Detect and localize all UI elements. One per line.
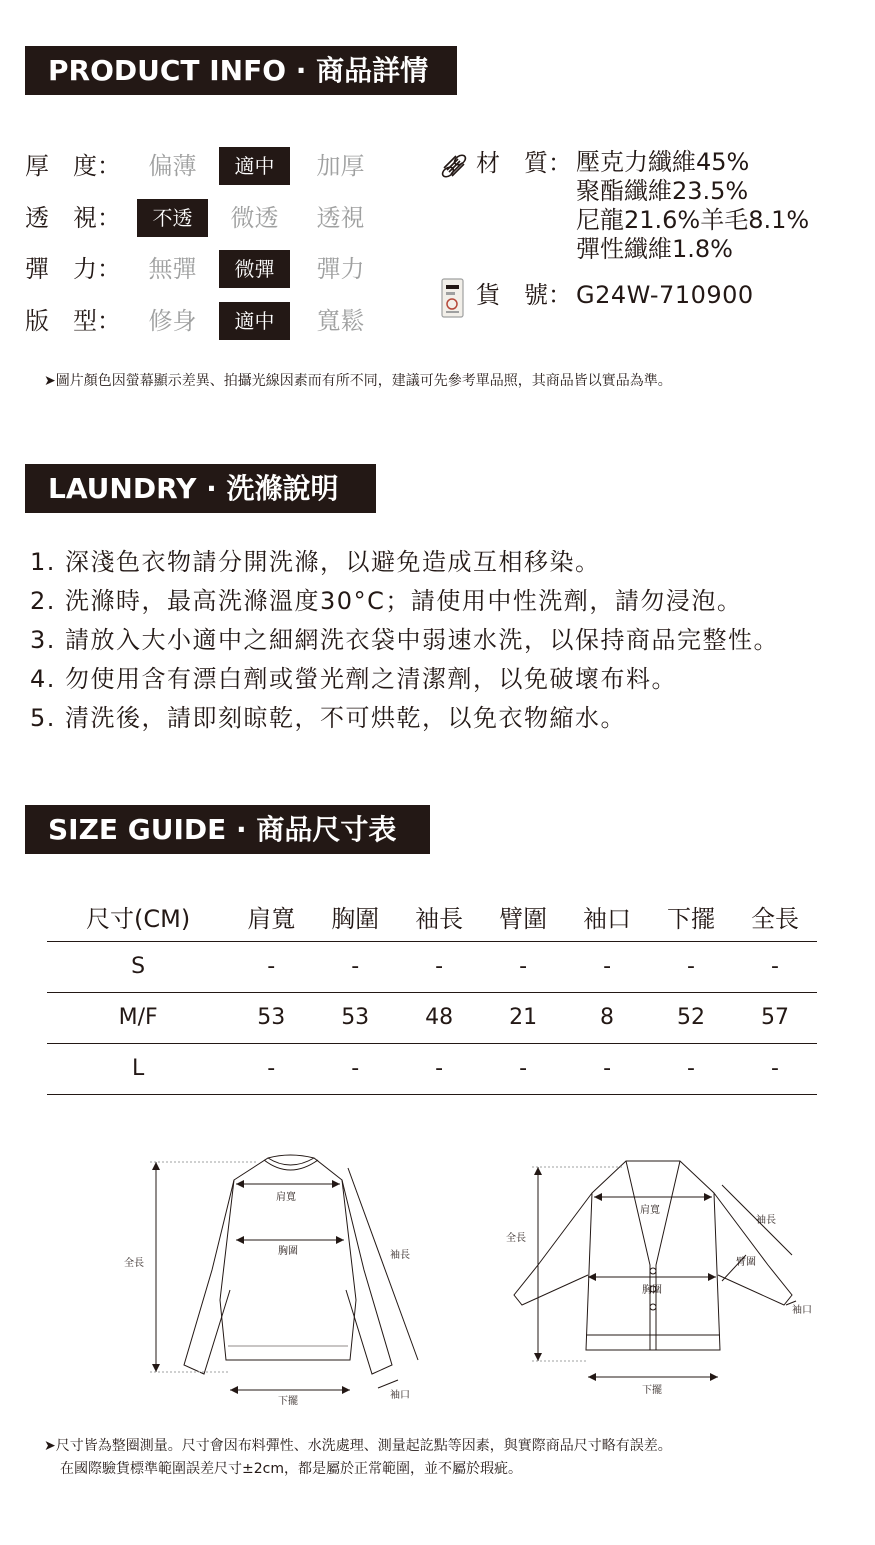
table-row [47, 1043, 817, 1094]
table-cell: - [649, 1043, 733, 1094]
table-cell: - [565, 1043, 649, 1094]
label-chest: 胸圍 [642, 1285, 662, 1296]
sku-value: G24W-710900 [576, 281, 754, 309]
table-cell: M/F [47, 992, 229, 1043]
material-line: 壓克力纖維45% [576, 148, 750, 176]
table-cell: 53 [229, 992, 313, 1043]
table-cell: - [481, 1043, 565, 1094]
label-shoulder: 肩寬 [640, 1205, 660, 1216]
laundry-header: LAUNDRY · 洗滌說明 [25, 464, 376, 513]
attr-option: 透視 [316, 204, 365, 232]
table-cell: - [313, 1043, 397, 1094]
attr-label: 透 視： [25, 204, 121, 232]
label-cuff: 袖口 [792, 1305, 812, 1316]
label-chest: 胸圍 [278, 1246, 298, 1257]
product-info-header: PRODUCT INFO · 商品詳情 [25, 46, 457, 95]
attr-option: 無彈 [148, 255, 197, 283]
laundry-item: 3. 請放入大小適中之細網洗衣袋中弱速水洗，以保持商品完整性。 [30, 626, 780, 654]
laundry-list [30, 543, 779, 738]
table-cell: L [47, 1043, 229, 1094]
table-cell: - [229, 941, 313, 992]
table-cell: - [229, 1043, 313, 1094]
label-hem: 下擺 [278, 1396, 298, 1407]
table-cell: - [397, 1043, 481, 1094]
table-cell: - [313, 941, 397, 992]
material-line: 聚酯纖維23.5% [576, 177, 749, 205]
col-header-cuff: 袖口 [565, 893, 649, 941]
sweater-measurement-diagram [118, 1150, 438, 1410]
attr-option: 偏薄 [148, 152, 197, 180]
table-cell: 57 [733, 992, 817, 1043]
laundry-item: 4. 勿使用含有漂白劑或螢光劑之清潔劑，以免破壞布料。 [30, 665, 678, 693]
table-cell: 53 [313, 992, 397, 1043]
attr-option: 加厚 [316, 152, 365, 180]
label-length: 全長 [124, 1258, 144, 1269]
label-shoulder: 肩寬 [276, 1192, 296, 1203]
material-line: 彈性纖維1.8% [576, 235, 733, 263]
price-tag-icon [440, 277, 465, 319]
yarn-spool-icon [438, 150, 470, 182]
table-cell: 48 [397, 992, 481, 1043]
label-hem: 下擺 [642, 1385, 662, 1396]
table-cell: - [397, 941, 481, 992]
material-label: 材 質： [476, 149, 572, 177]
laundry-item: 2. 洗滌時，最高洗滌溫度30°C；請使用中性洗劑，請勿浸泡。 [30, 587, 743, 615]
sku-label: 貨 號： [476, 281, 572, 309]
size-tolerance-note: 在國際驗貨標準範圍誤差尺寸±2cm，都是屬於正常範圍，並不屬於瑕疵。 [60, 1461, 522, 1477]
label-sleeve: 袖長 [390, 1250, 410, 1261]
table-row [47, 992, 817, 1043]
table-cell: 52 [649, 992, 733, 1043]
table-cell: - [649, 941, 733, 992]
table-row [47, 941, 817, 992]
attr-label: 厚 度： [25, 152, 121, 180]
label-sleeve: 袖長 [756, 1215, 776, 1226]
table-cell: - [733, 941, 817, 992]
attr-option-selected: 適中 [219, 302, 290, 340]
col-header-length: 全長 [733, 893, 817, 941]
table-cell: - [565, 941, 649, 992]
col-header-arm: 臂圍 [481, 893, 565, 941]
attr-label: 版 型： [25, 307, 121, 335]
col-header-shoulder: 肩寬 [229, 893, 313, 941]
table-cell: - [733, 1043, 817, 1094]
attr-option: 修身 [148, 307, 197, 335]
attr-option: 寬鬆 [316, 307, 365, 335]
label-arm: 臂圍 [736, 1257, 756, 1268]
attr-option-selected: 不透 [137, 199, 208, 237]
col-header-chest: 胸圍 [313, 893, 397, 941]
col-header-size: 尺寸(CM) [47, 893, 229, 941]
material-composition [576, 148, 809, 264]
color-disclaimer: ➤圖片顏色因螢幕顯示差異、拍攝光線因素而有所不同，建議可先參考單品照，其商品皆以實品為準。 [44, 373, 672, 389]
table-cell: S [47, 941, 229, 992]
attr-option: 彈力 [316, 255, 365, 283]
cardigan-measurement-diagram [500, 1155, 830, 1400]
attr-option-selected: 微彈 [219, 250, 290, 288]
size-disclaimer: ➤尺寸皆為整圈測量。尺寸會因布料彈性、水洗處理、測量起訖點等因素，與實際商品尺寸略有誤差。 [44, 1438, 672, 1454]
col-header-sleeve: 袖長 [397, 893, 481, 941]
material-line: 尼龍21.6%羊毛8.1% [576, 206, 810, 234]
col-header-hem: 下擺 [649, 893, 733, 941]
label-cuff: 袖口 [390, 1390, 410, 1401]
attr-option: 微透 [230, 204, 279, 232]
table-cell: - [481, 941, 565, 992]
size-guide-header: SIZE GUIDE · 商品尺寸表 [25, 805, 430, 854]
attr-label: 彈 力： [25, 255, 121, 283]
laundry-item: 1. 深淺色衣物請分開洗滌，以避免造成互相移染。 [30, 548, 601, 576]
size-table-header-row [47, 893, 817, 941]
laundry-item: 5. 清洗後，請即刻晾乾，不可烘乾，以免衣物縮水。 [30, 704, 627, 732]
attr-option-selected: 適中 [219, 147, 290, 185]
label-length: 全長 [506, 1233, 526, 1244]
table-cell: 8 [565, 992, 649, 1043]
table-cell: 21 [481, 992, 565, 1043]
size-table [47, 893, 817, 1095]
